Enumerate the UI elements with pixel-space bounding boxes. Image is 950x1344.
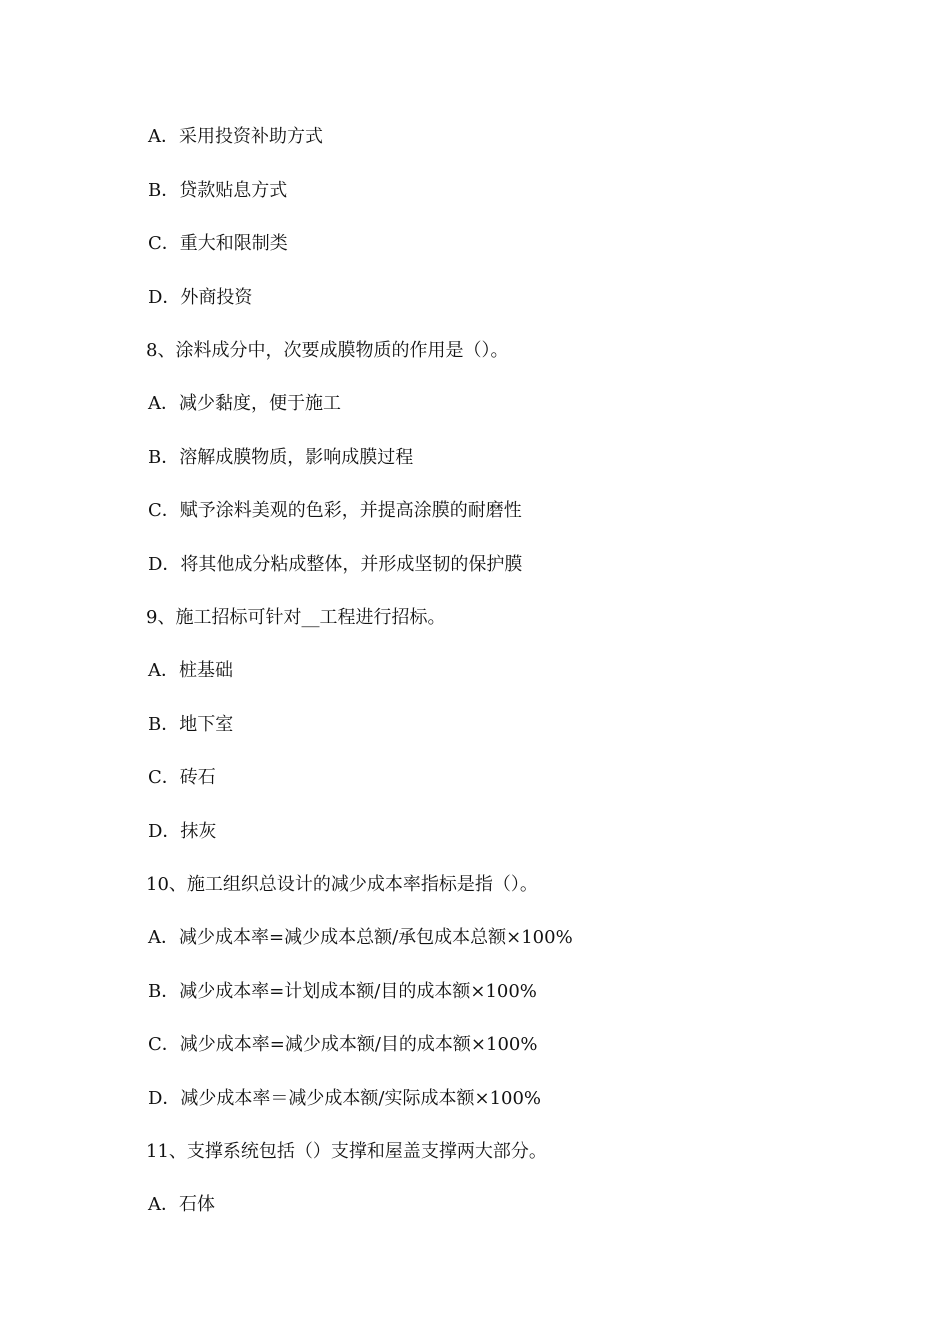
question-line: 8、涂料成分中，次要成膜物质的作用是（）。 (146, 340, 509, 361)
option-line: B．溶解成膜物质，影响成膜过程 (148, 447, 414, 468)
option-line: D．抹灰 (148, 821, 217, 842)
option-line: D．减少成本率＝减少成本额/实际成本额×100% (148, 1088, 542, 1109)
option-line: A．采用投资补助方式 (148, 126, 323, 147)
option-line: A．石体 (148, 1194, 215, 1215)
option-line: B．减少成本率=计划成本额/目的成本额×100% (148, 981, 537, 1002)
option-line: A．减少黏度，便于施工 (148, 393, 341, 414)
question-line: 9、施工招标可针对__工程进行招标。 (146, 607, 446, 628)
option-line: C．赋予涂料美观的色彩，并提高涂膜的耐磨性 (148, 500, 522, 521)
option-line: D．将其他成分粘成整体，并形成坚韧的保护膜 (148, 554, 523, 575)
option-line: A．减少成本率=减少成本总额/承包成本总额×100% (148, 927, 573, 948)
option-line: C．重大和限制类 (148, 233, 288, 254)
question-line: 10、施工组织总设计的减少成本率指标是指（）。 (146, 874, 538, 895)
option-line: D．外商投资 (148, 287, 253, 308)
question-line: 11、支撑系统包括（）支撑和屋盖支撑两大部分。 (146, 1141, 547, 1162)
option-line: B．贷款贴息方式 (148, 180, 288, 201)
option-line: A．桩基础 (148, 660, 233, 681)
option-line: B．地下室 (148, 714, 234, 735)
option-line: C．减少成本率=减少成本额/目的成本额×100% (148, 1034, 538, 1055)
option-line: C．砖石 (148, 767, 216, 788)
